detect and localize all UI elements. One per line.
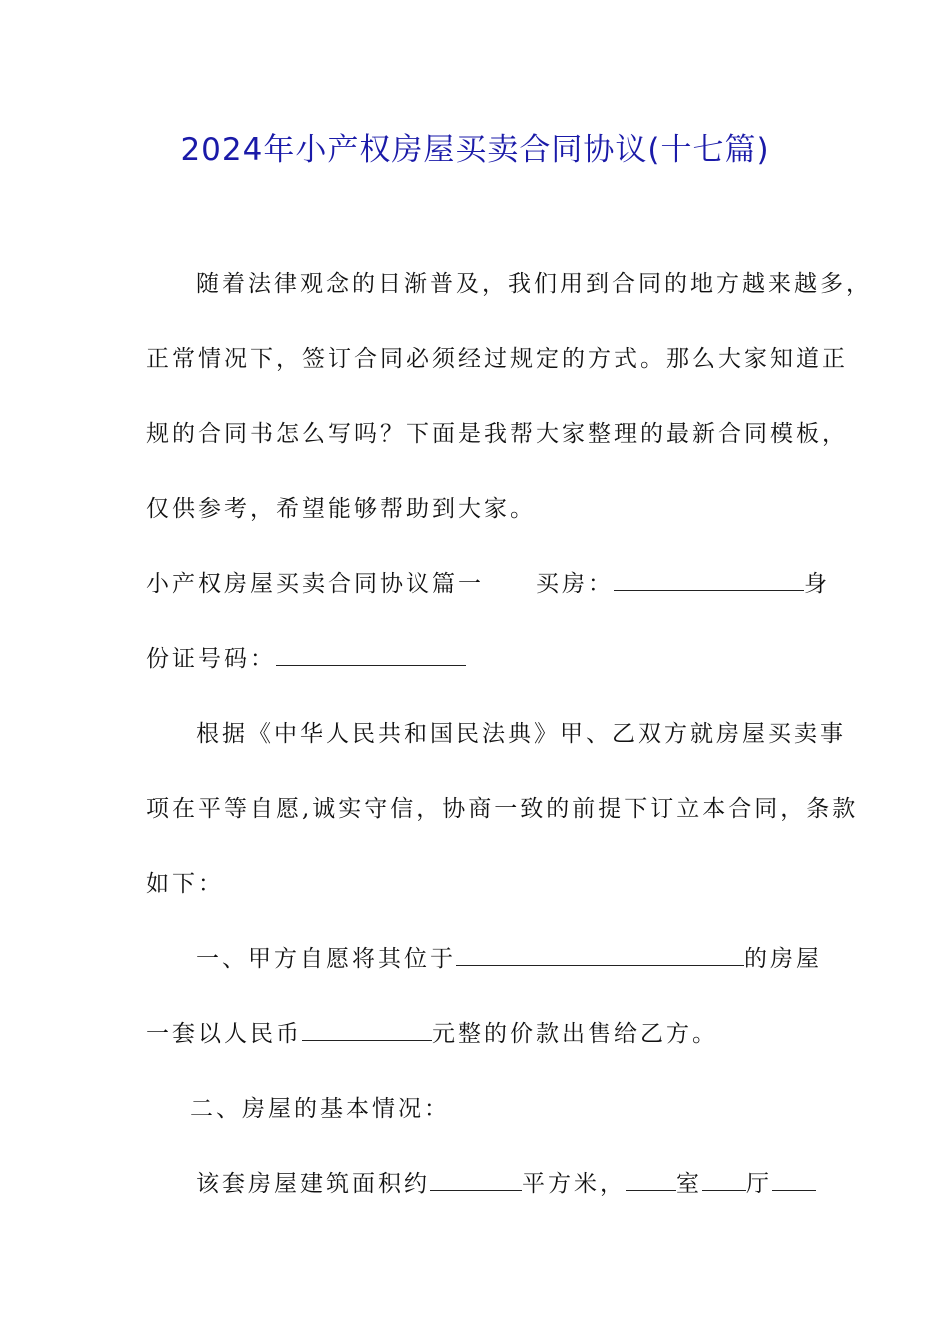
intro-line-3: 规的合同书怎么写吗？下面是我帮大家整理的最新合同模板， <box>146 421 848 447</box>
clause1-suffix: 的房屋 <box>744 946 822 972</box>
intro-line-2: 正常情况下，签订合同必须经过规定的方式。那么大家知道正 <box>146 346 848 372</box>
area-blank[interactable] <box>430 1168 522 1191</box>
basis-line-2: 项在平等自愿,诚实守信，协商一致的前提下订立本合同，条款 <box>146 796 859 822</box>
area-prefix: 该套房屋建筑面积约 <box>196 1171 430 1197</box>
extra-count-blank[interactable] <box>772 1168 816 1191</box>
section-heading: 小产权房屋买卖合同协议篇一 <box>146 571 484 597</box>
clause1-line-2 <box>146 1018 811 1050</box>
intro-line-4: 仅供参考，希望能够帮助到大家。 <box>146 496 536 522</box>
hall-count-blank[interactable] <box>702 1168 746 1191</box>
price-blank[interactable] <box>302 1018 432 1041</box>
property-location-blank[interactable] <box>456 943 744 966</box>
clause1-line2-prefix: 一套以人民币 <box>146 1021 302 1047</box>
buyer-name-blank[interactable] <box>614 568 804 591</box>
id-number-line <box>146 643 811 675</box>
document-title: 2024年小产权房屋买卖合同协议(十七篇) <box>180 132 770 168</box>
clause2-heading: 二、房屋的基本情况： <box>190 1096 450 1122</box>
clause1-line-1 <box>196 943 861 975</box>
room-count-blank[interactable] <box>626 1168 676 1191</box>
basis-line-1: 根据《中华人民共和国民法典》甲、乙双方就房屋买卖事 <box>196 721 846 747</box>
area-unit: 平方米， <box>522 1171 626 1197</box>
hall-label: 厅 <box>746 1171 772 1197</box>
clause1-prefix: 一、甲方自愿将其位于 <box>196 946 456 972</box>
area-line <box>196 1168 861 1200</box>
basis-line-3: 如下： <box>146 871 224 897</box>
id-label: 份证号码： <box>146 646 276 672</box>
room-label: 室 <box>676 1171 702 1197</box>
buyer-label: 买房： <box>536 571 614 597</box>
clause1-line2-suffix: 元整的价款出售给乙方。 <box>432 1021 718 1047</box>
id-number-blank[interactable] <box>276 643 466 666</box>
intro-line-1: 随着法律观念的日渐普及，我们用到合同的地方越来越多， <box>196 271 872 297</box>
buyer-tail: 身 <box>804 571 830 597</box>
section-heading-line <box>146 568 830 600</box>
